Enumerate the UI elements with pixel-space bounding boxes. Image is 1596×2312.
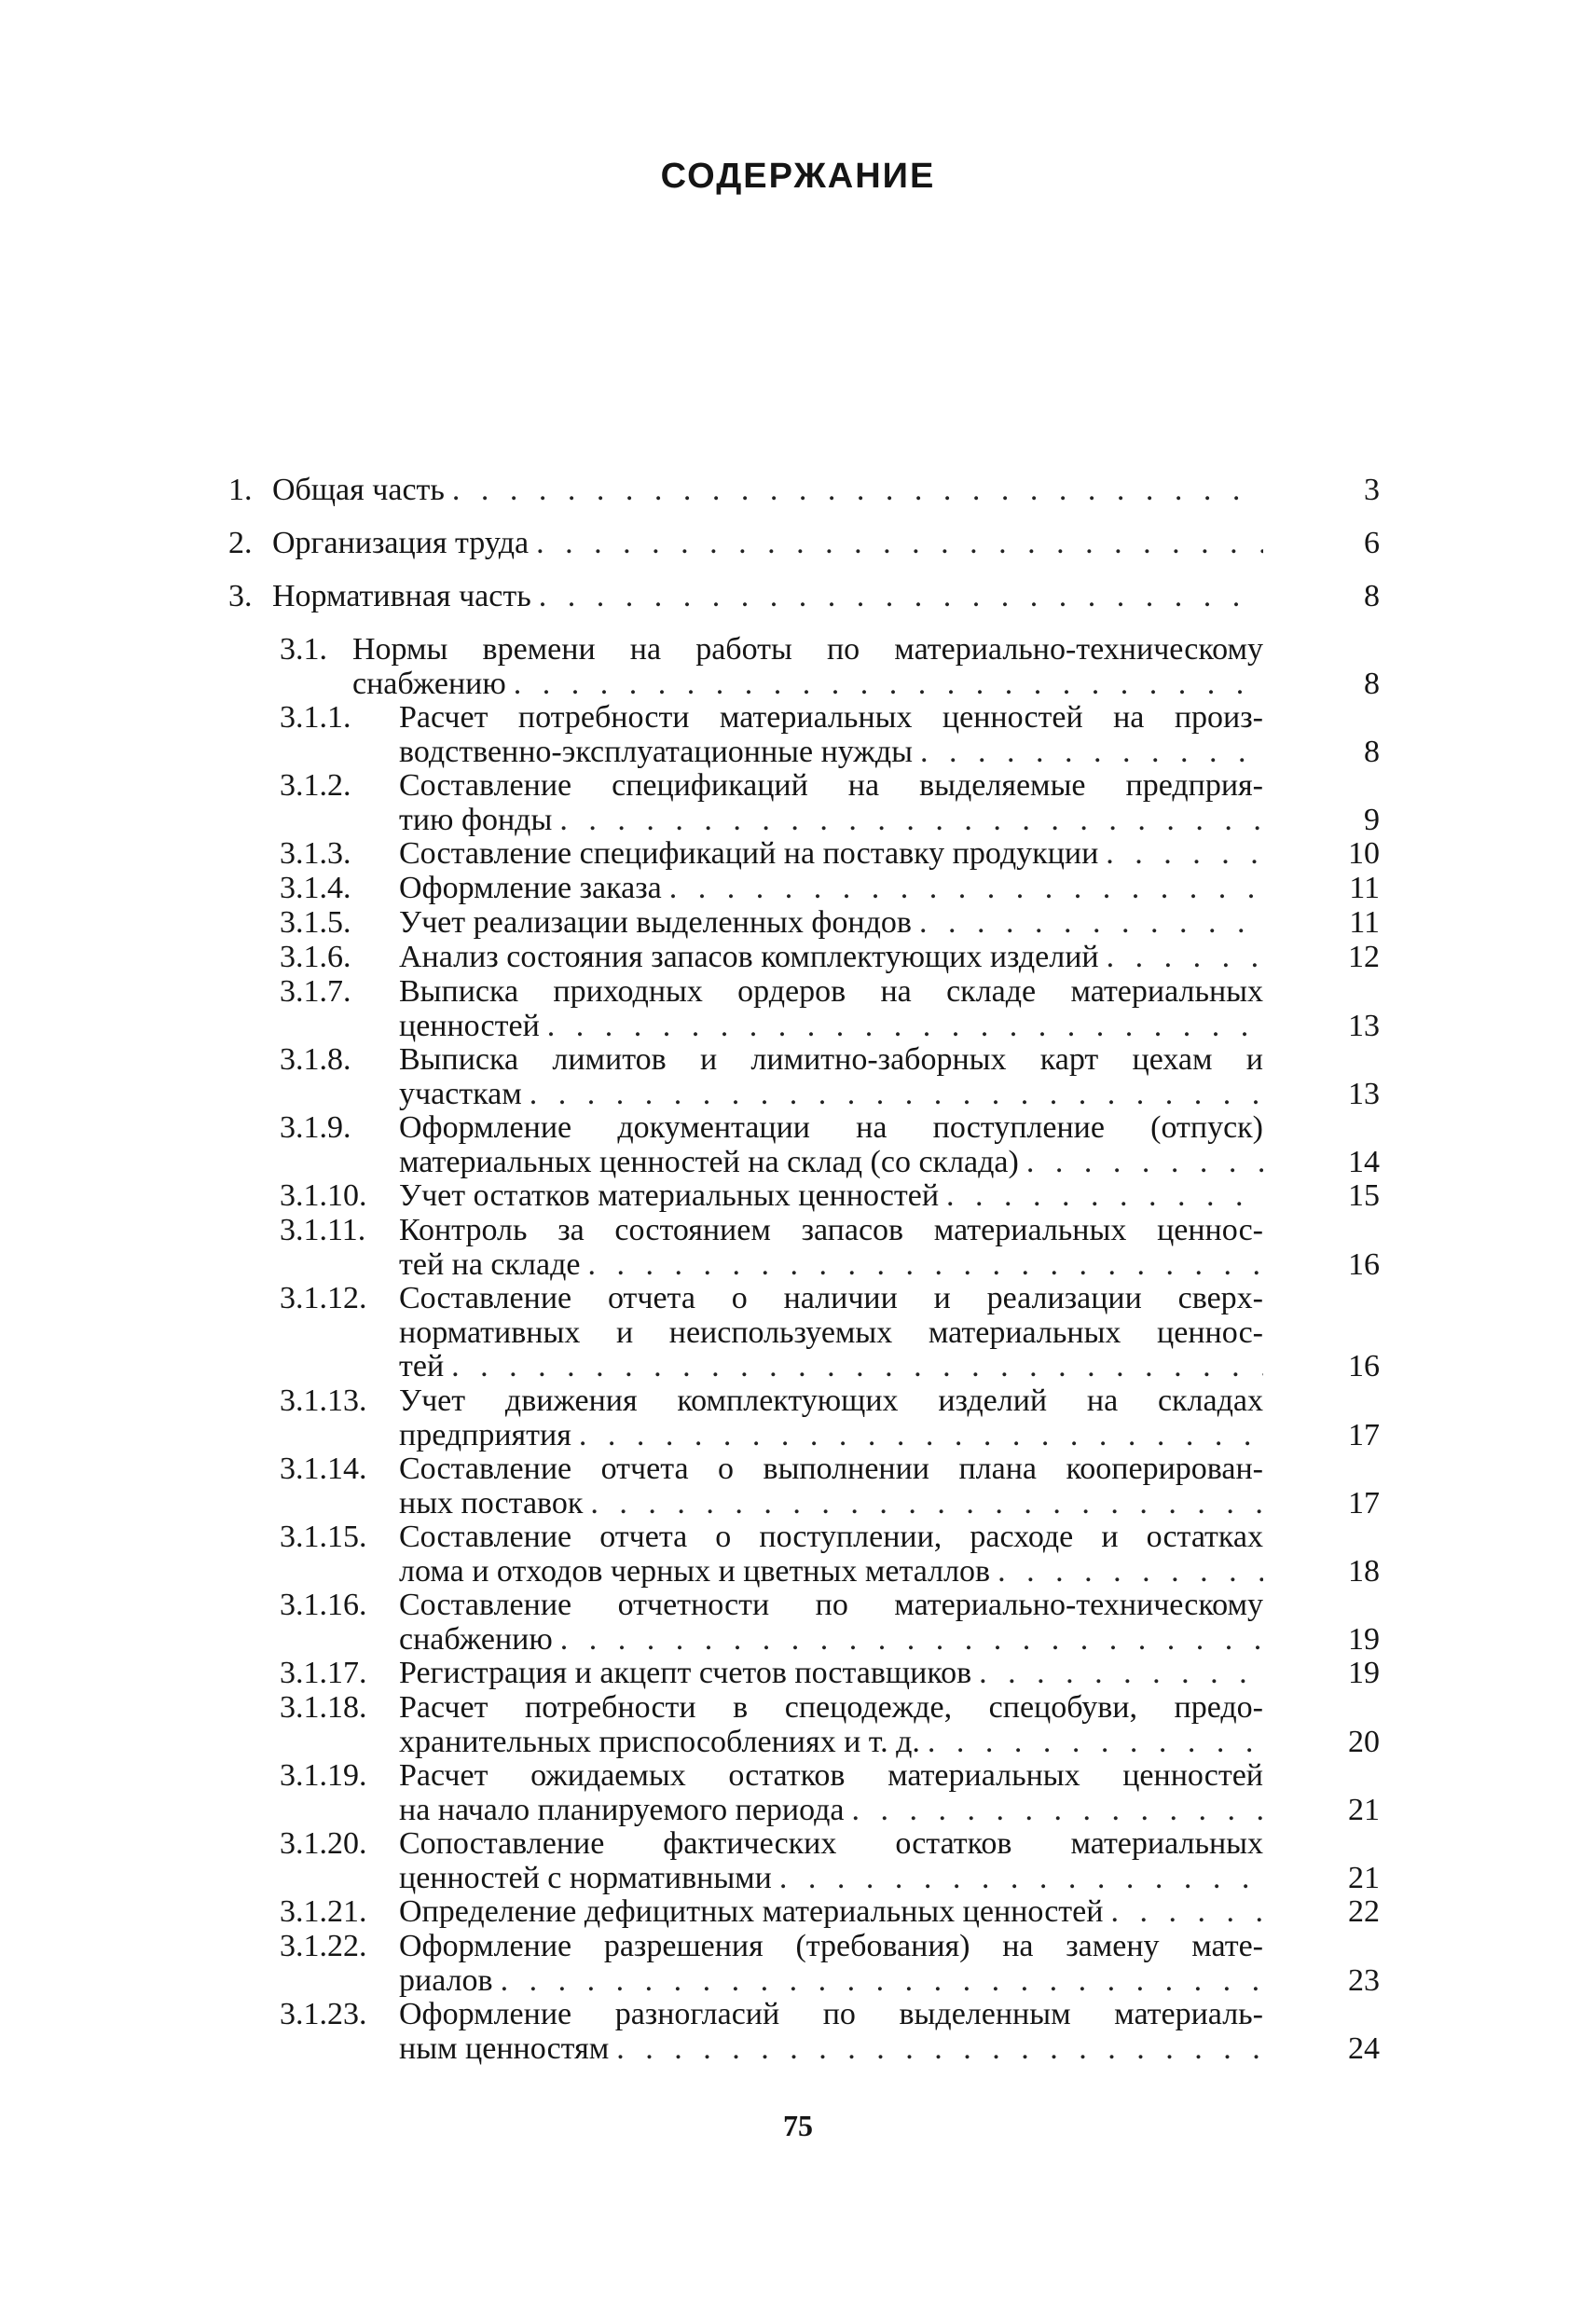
toc-entry-title: хранительных приспособлениях и т. д. xyxy=(399,1724,920,1759)
toc-entry-title-line xyxy=(399,736,1263,769)
toc-entry-title-line xyxy=(399,1078,1263,1111)
toc-entry-title-line xyxy=(399,1964,1263,1998)
toc-entry-title: Расчет потребности в спецодежде, спецобуви, предо- xyxy=(399,1690,1263,1725)
dot-leader xyxy=(588,1248,1264,1282)
toc-entry-number: 3.1. xyxy=(280,632,327,667)
toc-entry-title-line xyxy=(399,872,1263,905)
dot-leader xyxy=(559,804,1263,837)
toc-entry-title: материальных ценностей на склад (со склада) xyxy=(399,1144,1019,1179)
dot-leader xyxy=(616,2032,1263,2066)
dot-leader xyxy=(1110,1895,1263,1929)
toc-entry-number: 3.1.7. xyxy=(280,974,351,1009)
toc-entry-number: 3.1.12. xyxy=(280,1281,367,1315)
toc-entry-page: 8 xyxy=(1364,734,1380,769)
toc-entry-title: Учет реализации выделенных фондов xyxy=(399,905,912,940)
toc-entry-number: 3.1.19. xyxy=(280,1758,367,1793)
toc-entry-title: Выписка приходных ордеров на складе материальных xyxy=(399,974,1263,1009)
toc-entry-number: 3.1.3. xyxy=(280,836,351,871)
toc-entry-number: 3.1.2. xyxy=(280,768,351,803)
toc-entry-title-line xyxy=(399,1555,1263,1589)
toc-entry-title-line xyxy=(399,1657,1263,1690)
toc-entry-number: 3.1.15. xyxy=(280,1520,367,1554)
toc-entry-number: 3.1.1. xyxy=(280,700,351,735)
toc-entry-title: Анализ состояния запасов комплектующих изделий xyxy=(399,940,1099,974)
toc-entry-number: 3.1.23. xyxy=(280,1997,367,2031)
toc-entry-title: участкам xyxy=(399,1076,522,1111)
toc-entry-title: Составление отчета о выполнении плана кооперирован- xyxy=(399,1452,1263,1486)
dot-leader xyxy=(920,736,1263,769)
toc-entry-page: 8 xyxy=(1364,579,1380,613)
dot-leader xyxy=(919,906,1263,940)
toc-entry-page: 16 xyxy=(1348,1349,1380,1383)
toc-entry-title: Регистрация и акцепт счетов поставщиков xyxy=(399,1656,972,1690)
toc-entry-number: 3.1.6. xyxy=(280,940,351,974)
toc-entry-title: Выписка лимитов и лимитно-заборных карт цехам и xyxy=(399,1042,1263,1077)
toc-entry-title: снабжению xyxy=(399,1621,553,1657)
toc-entry-title-line xyxy=(399,1419,1263,1452)
toc-entry-number: 3.1.14. xyxy=(280,1452,367,1486)
toc-entry-title-line xyxy=(399,1487,1263,1521)
toc-entry-number: 3.1.17. xyxy=(280,1656,367,1690)
toc-entry-number: 3.1.10. xyxy=(280,1178,367,1213)
toc-entry-number: 3.1.18. xyxy=(280,1690,367,1725)
toc-entry-title: Учет движения комплектующих изделий на складах xyxy=(399,1383,1263,1418)
toc-entry-number: 3.1.5. xyxy=(280,905,351,940)
dot-leader xyxy=(514,667,1263,701)
toc-entry-number: 1. xyxy=(228,473,253,507)
dot-leader xyxy=(530,1078,1263,1111)
dot-leader xyxy=(501,1964,1263,1998)
toc-entry-title-line xyxy=(399,837,1263,871)
toc-entry-title-line xyxy=(399,1350,1263,1383)
toc-entry-title-line xyxy=(399,1146,1263,1179)
toc-entry-title: ценностей с нормативными xyxy=(399,1860,772,1895)
toc-entry-page: 17 xyxy=(1348,1485,1380,1521)
toc-entry-title: Оформление разрешения (требования) на замену мате- xyxy=(399,1929,1263,1963)
toc-entry-page: 20 xyxy=(1348,1724,1380,1759)
dot-leader xyxy=(998,1555,1263,1589)
toc-entry-title: предприятия xyxy=(399,1417,571,1452)
toc-entry-title: риалов xyxy=(399,1962,493,1998)
toc-entry-title: Нормы времени на работы по материально-техническому xyxy=(352,632,1263,667)
toc-entry-number: 2. xyxy=(228,526,253,560)
toc-entry-page: 22 xyxy=(1348,1894,1380,1929)
toc-entry-title: Учет остатков материальных ценностей xyxy=(399,1178,940,1213)
toc-entry-title-line xyxy=(399,804,1263,837)
toc-entry-page: 19 xyxy=(1348,1656,1380,1690)
toc-entry-title: на начало планируемого периода xyxy=(399,1792,845,1827)
toc-entry-title: тию фонды xyxy=(399,802,553,837)
toc-entry-title: тей xyxy=(399,1349,445,1383)
toc-entry-page: 3 xyxy=(1364,473,1380,507)
dot-leader xyxy=(852,1794,1263,1827)
dot-leader xyxy=(1106,837,1263,871)
toc-entry-number: 3.1.11. xyxy=(280,1213,366,1247)
toc-entry-title: снабжению xyxy=(352,666,506,701)
toc-entry-number: 3.1.21. xyxy=(280,1894,367,1929)
toc-entry-title: Сопоставление фактических остатков материальных xyxy=(399,1826,1263,1861)
dot-leader xyxy=(946,1179,1263,1213)
toc-entry-title: Организация труда xyxy=(272,526,530,560)
toc-entry-title: Общая часть xyxy=(272,473,445,507)
toc-entry-title-line xyxy=(399,906,1263,940)
toc-entry-page: 15 xyxy=(1348,1178,1380,1213)
toc-entry-title: Составление отчетности по материально-техническому xyxy=(399,1588,1263,1622)
toc-entry-page: 19 xyxy=(1348,1621,1380,1657)
toc-entry-title-line xyxy=(399,1248,1263,1282)
toc-entry-title: Составление отчета о наличии и реализации сверх- xyxy=(399,1281,1263,1315)
dot-leader xyxy=(590,1487,1263,1521)
toc-entry-title-line xyxy=(399,1794,1263,1827)
toc-entry-number: 3.1.20. xyxy=(280,1826,367,1861)
toc-entry-page: 12 xyxy=(1348,940,1380,974)
toc-entry-title: нормативных и неиспользуемых материальных ценнос- xyxy=(399,1314,1263,1350)
toc-entry-page: 13 xyxy=(1348,1008,1380,1043)
toc-entry-title-line xyxy=(352,667,1263,701)
toc-entry-title: Нормативная часть xyxy=(272,579,531,613)
toc-entry-title: водственно-эксплуатационные нужды xyxy=(399,734,913,769)
dot-leader xyxy=(1107,941,1263,974)
toc-entry-number: 3.1.13. xyxy=(280,1383,367,1418)
toc-entry-page: 24 xyxy=(1348,2030,1380,2066)
toc-entry-title: Оформление документации на поступление (отпуск) xyxy=(399,1110,1263,1145)
toc-entry-title: Расчет потребности материальных ценностей на произ- xyxy=(399,700,1263,735)
toc-entry-title: Составление спецификаций на выделяемые предприя- xyxy=(399,768,1263,803)
toc-entry-page: 6 xyxy=(1364,526,1380,560)
toc-entry-page: 9 xyxy=(1364,802,1380,837)
toc-entry-title: ных поставок xyxy=(399,1485,584,1521)
toc-entry-title: ценностей xyxy=(399,1008,540,1043)
toc-entry-page: 23 xyxy=(1348,1962,1380,1998)
toc-entry-title: тей на складе xyxy=(399,1246,581,1282)
toc-entry-title: Оформление заказа xyxy=(399,871,662,905)
toc-entry-title: Составление отчета о поступлении, расходе и остатках xyxy=(399,1520,1263,1554)
toc-entry-title: ным ценностям xyxy=(399,2030,610,2066)
page-title: СОДЕРЖАНИЕ xyxy=(660,157,936,196)
toc-entry-page: 21 xyxy=(1348,1792,1380,1827)
toc-entry-page: 21 xyxy=(1348,1860,1380,1895)
toc-entry-title-line xyxy=(272,527,1263,560)
toc-entry-title-line xyxy=(272,580,1263,613)
dot-leader xyxy=(451,1350,1263,1383)
toc-entry-page: 11 xyxy=(1349,871,1380,905)
dot-leader xyxy=(536,527,1263,560)
dot-leader xyxy=(539,580,1263,613)
toc-entry-number: 3.1.8. xyxy=(280,1042,351,1077)
toc-entry-title: Оформление разногласий по выделенным материаль- xyxy=(399,1997,1263,2031)
toc-entry-number: 3.1.22. xyxy=(280,1929,367,1963)
toc-entry-page: 17 xyxy=(1348,1417,1380,1452)
dot-leader xyxy=(779,1862,1263,1895)
toc-entry-number: 3.1.16. xyxy=(280,1588,367,1622)
toc-entry-title-line xyxy=(399,1862,1263,1895)
toc-entry-title: Составление спецификаций на поставку продукции xyxy=(399,836,1099,871)
toc-entry-title-line xyxy=(399,1623,1263,1657)
dot-leader xyxy=(669,872,1263,905)
toc-entry-page: 10 xyxy=(1348,836,1380,871)
toc-entry-number: 3.1.9. xyxy=(280,1110,351,1145)
dot-leader xyxy=(1026,1146,1263,1179)
toc-entry-title-line xyxy=(399,1895,1263,1929)
dot-leader xyxy=(560,1623,1263,1657)
toc-entry-page: 13 xyxy=(1348,1076,1380,1111)
toc-entry-title-line xyxy=(272,474,1263,507)
toc-entry-title-line xyxy=(399,1726,1263,1759)
dot-leader xyxy=(452,474,1263,507)
dot-leader xyxy=(979,1657,1263,1690)
toc-entry-title: лома и отходов черных и цветных металлов xyxy=(399,1553,991,1589)
dot-leader xyxy=(928,1726,1263,1759)
toc-entry-title-line xyxy=(399,941,1263,974)
toc-entry-number: 3.1.4. xyxy=(280,871,351,905)
dot-leader xyxy=(579,1419,1263,1452)
toc-entry-page: 14 xyxy=(1348,1144,1380,1179)
dot-leader xyxy=(547,1010,1263,1043)
toc-entry-title-line xyxy=(399,1179,1263,1213)
page-folio: 75 xyxy=(783,2109,813,2142)
toc-entry-page: 8 xyxy=(1364,666,1380,701)
toc-entry-title: Расчет ожидаемых остатков материальных ценностей xyxy=(399,1758,1263,1793)
toc-entry-number: 3. xyxy=(228,579,253,613)
toc-entry-title: Определение дефицитных материальных ценностей xyxy=(399,1894,1104,1929)
toc-entry-page: 18 xyxy=(1348,1553,1380,1589)
toc-entry-page: 16 xyxy=(1348,1246,1380,1282)
toc-entry-title-line xyxy=(399,1010,1263,1043)
toc-entry-page: 11 xyxy=(1349,905,1380,940)
toc-entry-title-line xyxy=(399,2032,1263,2066)
toc-entry-title: Контроль за состоянием запасов материальных ценнос- xyxy=(399,1213,1263,1247)
